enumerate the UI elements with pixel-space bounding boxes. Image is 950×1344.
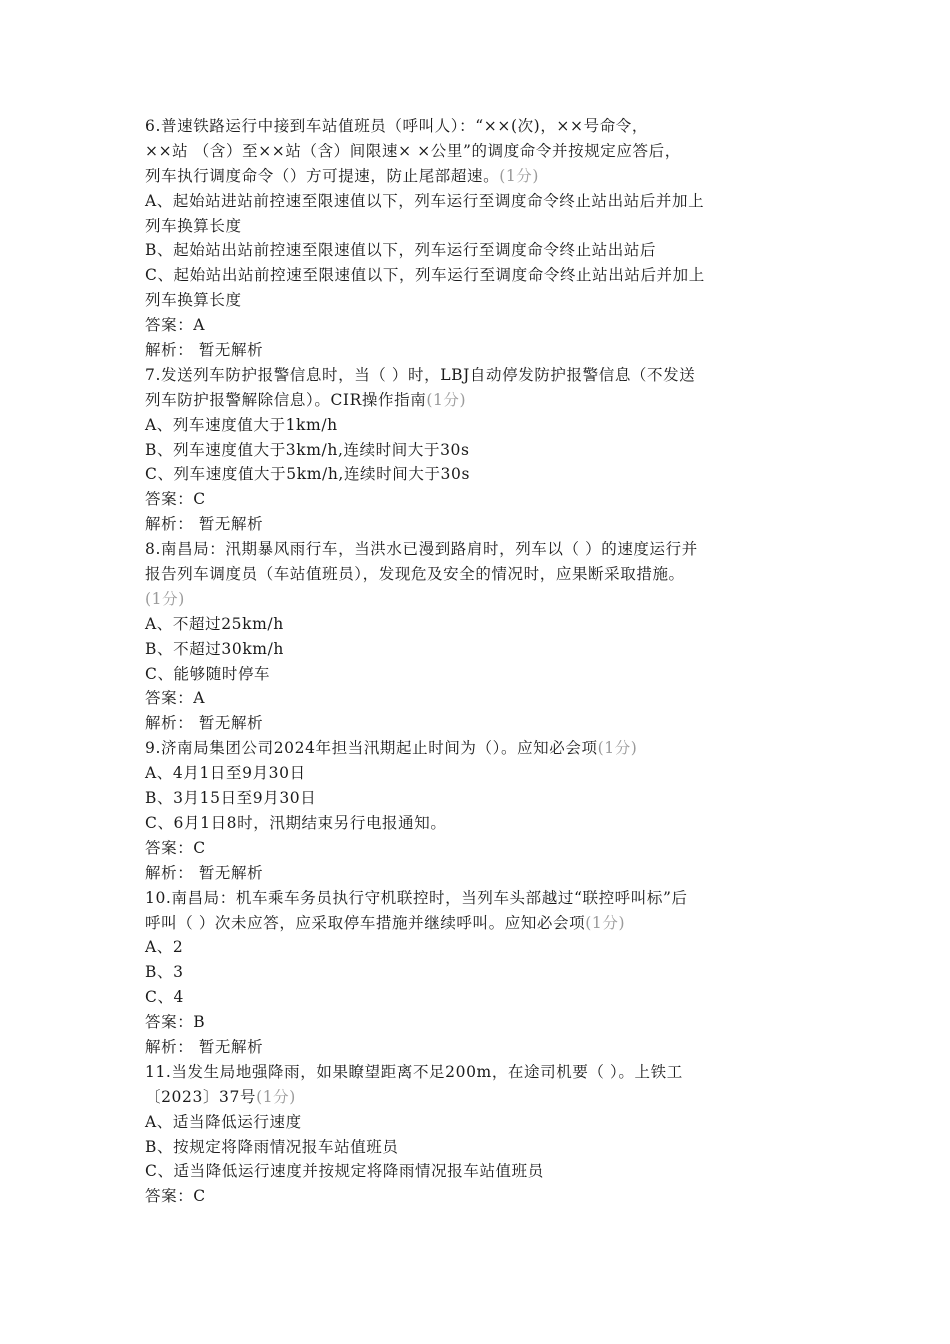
question-9 bbox=[145, 736, 815, 885]
analysis: 解析： 暂无解析 bbox=[145, 714, 264, 733]
question-stem: 9.济南局集团公司2024年担当汛期起止时间为（）。应知必会项(1分) bbox=[145, 739, 638, 758]
question-stem: 8.南昌局：汛期暴风雨行车，当洪水已漫到路肩时，列车以（ ）的速度运行并 bbox=[145, 540, 698, 559]
analysis: 解析： 暂无解析 bbox=[145, 863, 264, 882]
question-score: (1分) bbox=[426, 390, 467, 409]
option: B、按规定将降雨情况报车站值班员 bbox=[145, 1137, 399, 1156]
question-8 bbox=[145, 537, 815, 736]
analysis: 解析： 暂无解析 bbox=[145, 515, 264, 534]
option: A、2 bbox=[145, 938, 184, 957]
option: B、3 bbox=[145, 963, 184, 982]
option: C、起始站出站前控速至限速值以下，列车运行至调度命令终止站出站后并加上 bbox=[145, 266, 705, 285]
option: C、能够随时停车 bbox=[145, 664, 271, 683]
question-list bbox=[145, 114, 815, 1209]
answer: 答案：A bbox=[145, 689, 206, 708]
option: 列车换算长度 bbox=[145, 291, 242, 310]
option: B、不超过30km/h bbox=[145, 639, 285, 658]
question-stem: 呼叫（ ）次未应答，应采取停车措施并继续呼叫。应知必会项(1分) bbox=[145, 913, 626, 932]
option: A、起始站进站前控速至限速值以下，列车运行至调度命令终止站出站后并加上 bbox=[145, 191, 705, 210]
question-score: (1分) bbox=[585, 913, 626, 932]
question-11 bbox=[145, 1060, 815, 1209]
question-stem: 列车执行调度命令（）方可提速，防止尾部超速。(1分) bbox=[145, 166, 540, 185]
answer: 答案：C bbox=[145, 490, 206, 509]
question-stem: 10.南昌局：机车乘车务员执行守机联控时，当列车头部越过“联控呼叫标”后 bbox=[145, 888, 688, 907]
question-stem: ××站 （含）至××站（含）间限速× ×公里”的调度命令并按规定应答后， bbox=[145, 141, 681, 160]
answer: 答案：C bbox=[145, 1187, 206, 1206]
option: A、列车速度值大于1km/h bbox=[145, 415, 338, 434]
question-stem bbox=[145, 587, 815, 612]
answer: 答案：A bbox=[145, 316, 206, 335]
question-score: (1分) bbox=[499, 166, 540, 185]
question-score: (1分) bbox=[597, 739, 638, 758]
option: A、适当降低运行速度 bbox=[145, 1112, 302, 1131]
question-7 bbox=[145, 363, 815, 537]
option: B、起始站出站前控速至限速值以下，列车运行至调度命令终止站出站后 bbox=[145, 241, 657, 260]
question-stem: 〔2023〕37号(1分) bbox=[145, 1087, 296, 1106]
question-10 bbox=[145, 886, 815, 1060]
analysis: 解析： 暂无解析 bbox=[145, 1037, 264, 1056]
option: 列车换算长度 bbox=[145, 216, 242, 235]
question-stem: 列车防护报警解除信息）。CIR操作指南(1分) bbox=[145, 390, 467, 409]
option: C、6月1日8时，汛期结束另行电报通知。 bbox=[145, 813, 447, 832]
question-stem: 6.普速铁路运行中接到车站值班员（呼叫人）：“××(次)，××号命令， bbox=[145, 117, 649, 135]
analysis: 解析： 暂无解析 bbox=[145, 341, 264, 360]
question-stem: 7.发送列车防护报警信息时，当（ ）时，LBJ自动停发防护报警信息（不发送 bbox=[145, 365, 696, 384]
option: C、适当降低运行速度并按规定将降雨情况报车站值班员 bbox=[145, 1162, 544, 1181]
option: C、4 bbox=[145, 988, 185, 1007]
option: A、4月1日至9月30日 bbox=[145, 764, 306, 783]
option: B、列车速度值大于3km/h,连续时间大于30s bbox=[145, 440, 470, 459]
question-score: (1分) bbox=[145, 589, 185, 608]
option: B、3月15日至9月30日 bbox=[145, 789, 317, 808]
option: A、不超过25km/h bbox=[145, 614, 284, 633]
question-score: (1分) bbox=[256, 1087, 296, 1106]
option: C、列车速度值大于5km/h,连续时间大于30s bbox=[145, 465, 471, 484]
answer: 答案：B bbox=[145, 1013, 206, 1032]
answer: 答案：C bbox=[145, 838, 206, 857]
question-stem: 报告列车调度员（车站值班员），发现危及安全的情况时，应果断采取措施。 bbox=[145, 565, 685, 584]
question-6 bbox=[145, 114, 815, 363]
question-stem: 11.当发生局地强降雨，如果瞭望距离不足200m，在途司机要（ ）。上铁工 bbox=[145, 1062, 683, 1081]
